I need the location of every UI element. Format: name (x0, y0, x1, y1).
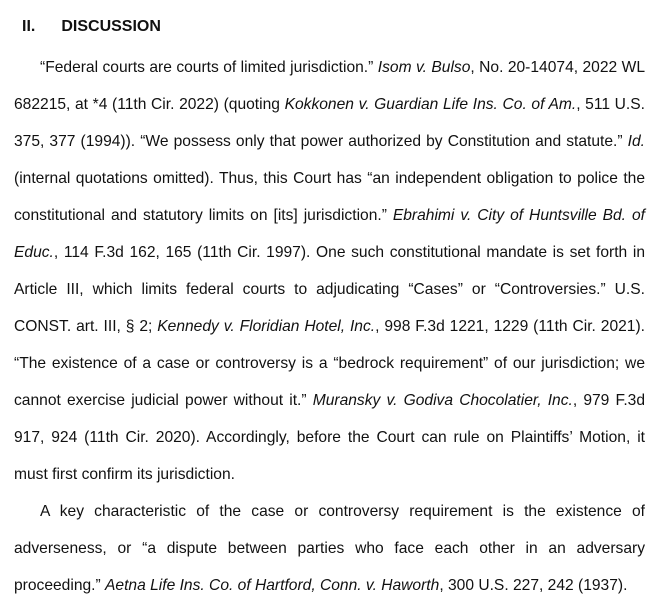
case-citation: Muransky v. Godiva Chocolatier, Inc. (312, 392, 573, 409)
text-segment: A key characteristic of the case or controversy requirement is the existence of adverseness, or “a dispute between parties who face each other in an adversary proceeding.” (14, 503, 645, 594)
section-title: DISCUSSION (61, 18, 161, 35)
text-segment: , 979 F.3d 917, 924 (11th Cir. 2020). Accordingly, before the Court can rule on Plaintiffs’ Motion, it must first confirm its jurisdiction. (14, 392, 645, 483)
text-segment: (internal quotations omitted). Thus, this Court has “an independent obligation to police the constitutional and statutory limits on [its] jurisdiction.” (14, 170, 645, 224)
text-segment: , 998 F.3d 1221, 1229 (11th Cir. 2021). “The existence of a case or controversy is a “bedrock requirement” of our jurisdiction; we cannot exercise judicial power without it.” (14, 318, 645, 409)
section-heading (22, 14, 645, 40)
text-segment: , 114 F.3d 162, 165 (11th Cir. 1997). One such constitutional mandate is set forth in Article III, which limits federal courts to adjudicating “Cases” or “Controversies.” U.S. CONST. art. III, § 2; (14, 244, 645, 335)
case-citation: Ebrahimi v. City of Huntsville Bd. of Educ. (14, 207, 645, 261)
section-number: II. (22, 18, 36, 35)
text-segment: “Federal courts are courts of limited jurisdiction.” (40, 59, 378, 76)
paragraph (14, 49, 645, 493)
text-segment: , 300 U.S. 227, 242 (1937). (439, 577, 628, 594)
case-citation: Isom v. Bulso (377, 59, 471, 76)
text-segment: , No. 20-14074, 2022 WL 682215, at *4 (11th Cir. 2022) (quoting (14, 59, 645, 113)
case-citation: Id. (627, 133, 645, 150)
discussion-body (14, 49, 645, 604)
case-citation: Kennedy v. Floridian Hotel, Inc. (157, 318, 376, 335)
case-citation: Aetna Life Ins. Co. of Hartford, Conn. v. Haworth (105, 577, 440, 594)
text-segment: , 511 U.S. 375, 377 (1994)). “We possess only that power authorized by Constitution and statute.” (14, 96, 645, 150)
paragraph (14, 493, 645, 604)
case-citation: Kokkonen v. Guardian Life Ins. Co. of Am. (284, 96, 577, 113)
